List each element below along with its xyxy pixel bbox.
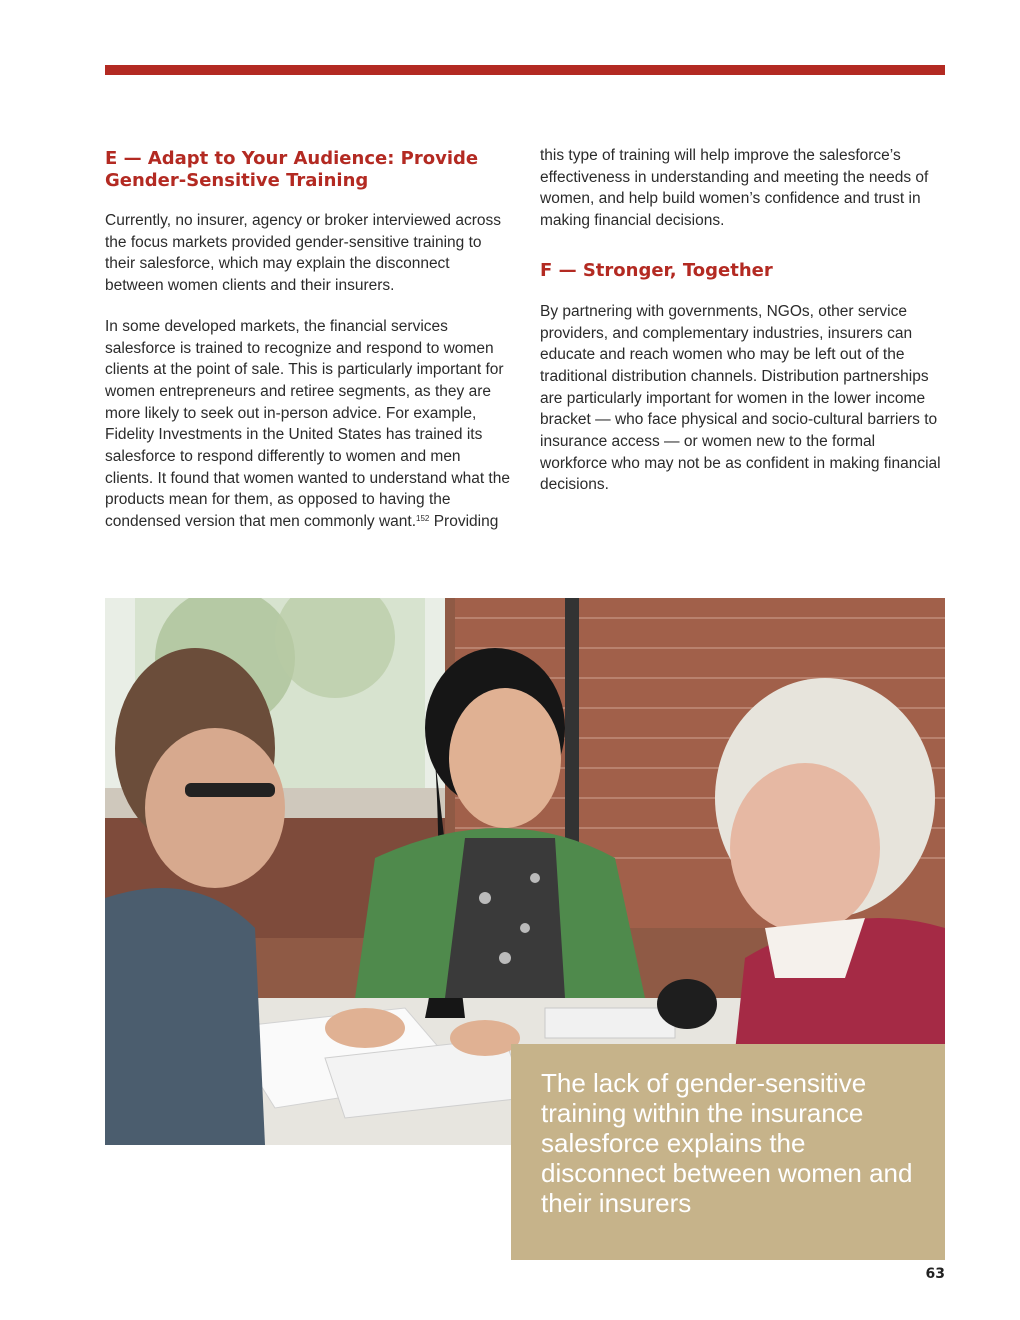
pull-quote-text: The lack of gender-sensitive training within the insurance salesforce explains the disconnect between women and their insurers: [541, 1068, 913, 1218]
right-column: [540, 145, 945, 496]
section-e-paragraph-1: Currently, no insurer, agency or broker interviewed across the focus markets provided gender-sensitive training to their salesforce, which may explain the disconnect between women clients and their insurers.: [105, 212, 501, 295]
section-e-heading: E — Adapt to Your Audience: Provide Gender-Sensitive Training: [105, 148, 479, 191]
pull-quote-box: [511, 1044, 945, 1260]
left-column: [105, 145, 510, 533]
section-f-paragraph-1: By partnering with governments, NGOs, other service providers, and complementary industries, insurers can educate and reach women who may be left out of the traditional distribution channels. Distribution partnerships are particularly important for women in the lower income bracket — who face physical and socio-cultural barriers to insurance access — or women new to the formal workforce who may not be as confident in making financial decisions.: [540, 302, 941, 494]
section-e-paragraph-2: [105, 316, 510, 533]
section-e-paragraph-2-text: In some developed markets, the financial services salesforce is trained to recognize and respond to women clients at the point of sale. This is particularly important for women entrepreneurs and retiree segments, as they are more likely to seek out in-person advice. For example, Fidelity Investments in the United States has trained its salesforce to respond differently to women and men clients. It found that women wanted to understand what the products mean for them, as opposed to having the condensed version that men commonly want.: [105, 317, 510, 531]
footnote-reference[interactable]: 152: [416, 514, 430, 524]
top-divider-rule: [105, 65, 945, 75]
section-f-heading: F — Stronger, Together: [540, 259, 773, 281]
page-number: 63: [925, 1266, 945, 1282]
section-e-continuation: this type of training will help improve the salesforce’s effectiveness in understanding and meeting the needs of women, and help build women’s confidence and trust in making financial decisions.: [540, 147, 929, 230]
section-e-paragraph-2-tail: Providing: [429, 513, 499, 531]
